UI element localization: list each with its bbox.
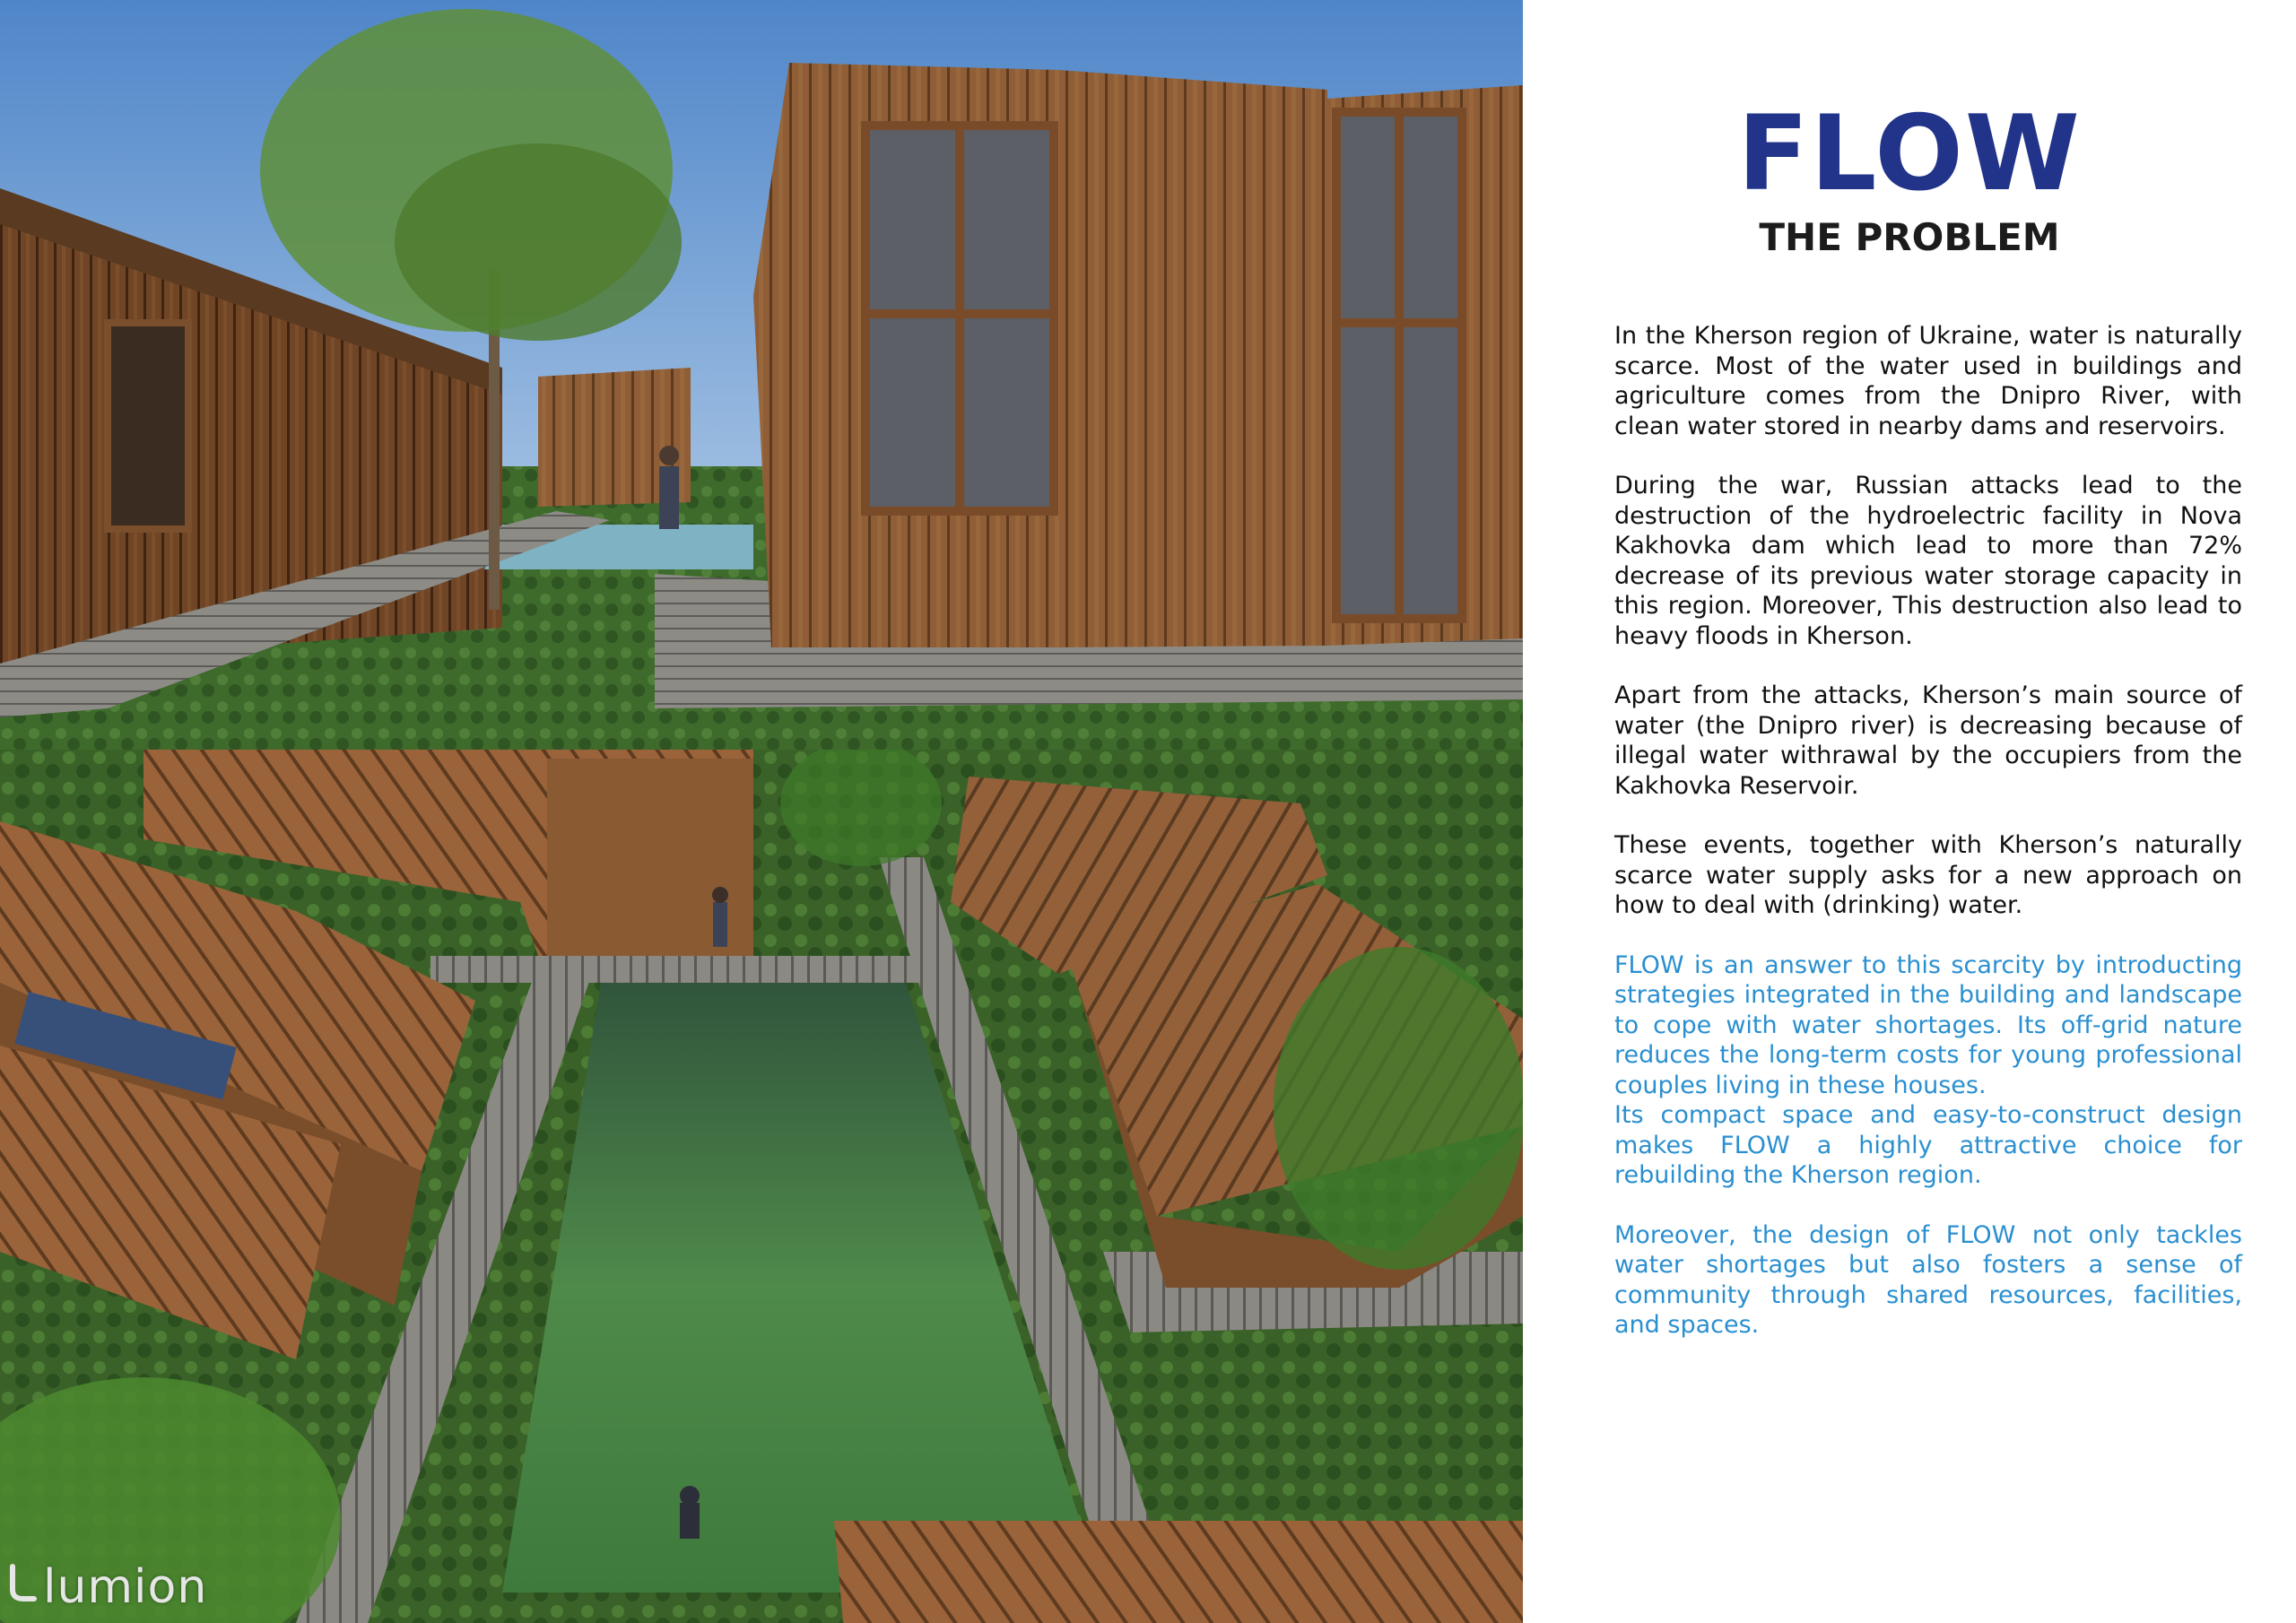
paragraph-flow-community: Moreover, the design of FLOW not only tackles water shortages but also fosters a sense of community through shared resources, facilities, and spaces.	[1614, 1220, 2242, 1339]
document-title: FLOW	[1737, 93, 2082, 214]
paragraph-flow-design: Its compact space and easy-to-construct design makes FLOW a highly attractive choice for rebuilding the Kherson region.	[1614, 1101, 2242, 1189]
paragraph-war-impact: During the war, Russian attacks lead to the destruction of the hydroelectric facility in Nova Kakhovka dam which lead to more than 72% decrease of its previous water storage capacity in this region. Moreover, This destruction also lead to heavy floods in Kherson.	[1614, 472, 2242, 650]
render-street-view	[0, 0, 1523, 750]
body-text	[1614, 321, 2242, 1370]
paragraph-water-scarcity: In the Kherson region of Ukraine, water is naturally scarce. Most of the water used in buildings and agriculture comes from the Dnipro River, with clean water stored in nearby dams and reservoirs.	[1614, 322, 2242, 440]
text-panel	[1523, 0, 2296, 1623]
watermark-text: lumion	[43, 1560, 208, 1614]
paragraph-illegal-withdrawal: Apart from the attacks, Kherson’s main source of water (the Dnipro river) is decreasing because of illegal water withrawal by the occupiers from the Kakhovka Reservoir.	[1614, 681, 2242, 800]
render-aerial-view	[0, 750, 1523, 1623]
paragraph-flow-answer: FLOW is an answer to this scarcity by introducting strategies integrated in the building and landscape to cope with water shortages. Its off-grid nature reduces the long-term costs for young professional couples living in these houses.	[1614, 950, 2242, 1099]
paragraph-new-approach: These events, together with Kherson’s naturally scarce water supply asks for a new approach on how to deal with (drinking) water.	[1614, 831, 2242, 919]
lumion-logo-icon	[7, 1560, 38, 1614]
document-subtitle: THE PROBLEM	[1759, 215, 2060, 259]
lumion-watermark	[7, 1560, 207, 1614]
